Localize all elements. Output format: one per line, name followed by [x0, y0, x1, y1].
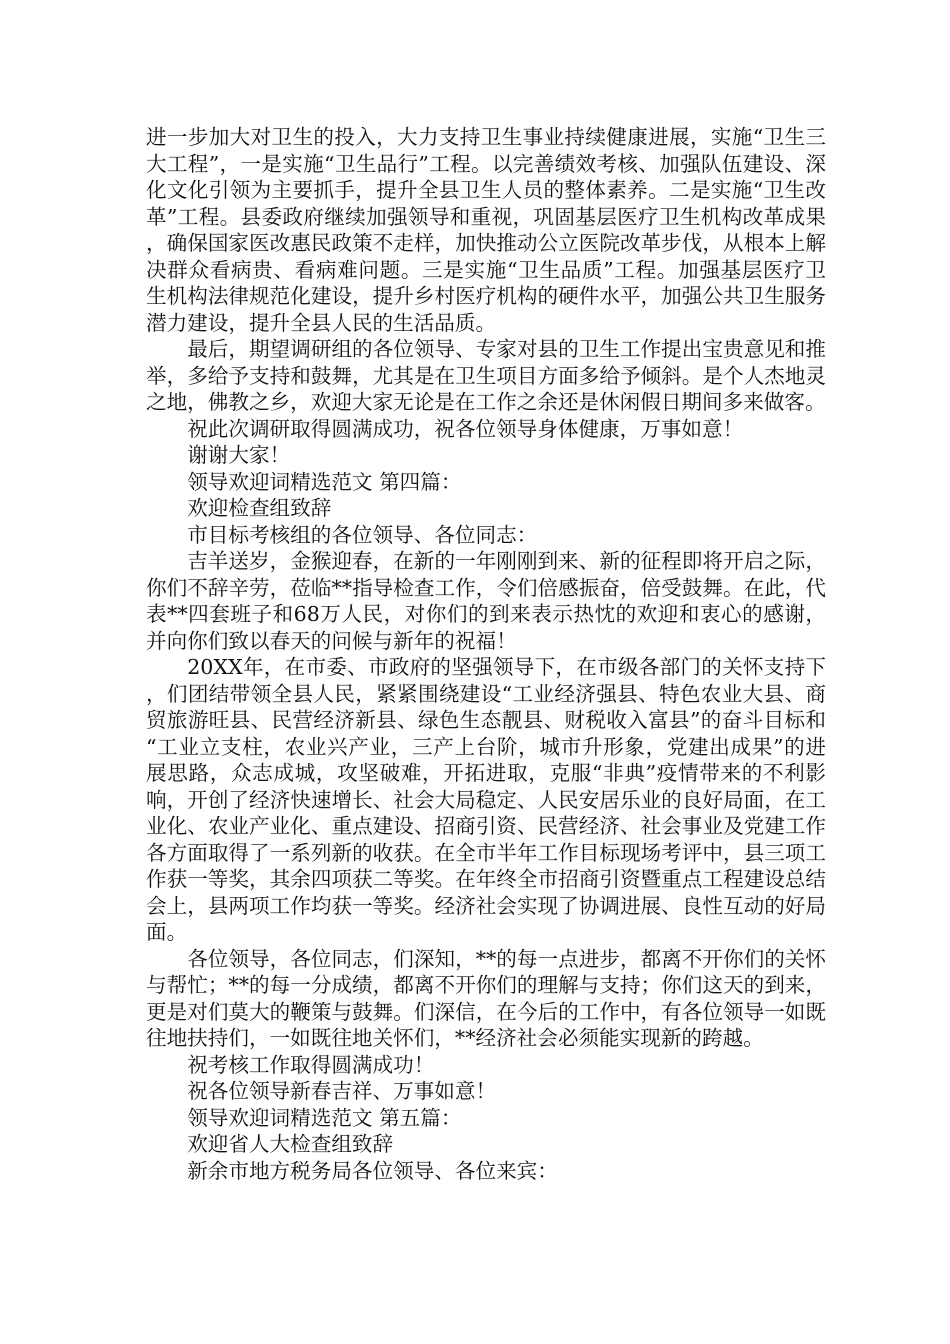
section-heading-5: 领导欢迎词精选范文 第五篇：	[187, 1105, 462, 1130]
salutation-4: 市目标考核组的各位领导、各位同志：	[187, 522, 538, 547]
paragraph-12: 祝各位领导新春吉祥、万事如意！	[187, 1079, 497, 1103]
document-page	[146, 124, 826, 1184]
paragraph-2: 最后，期望调研组的各位领导、专家对县的卫生工作提出宝贵意见和推举，多给予支持和鼓舞，尤其是在卫生项目方面多给予倾斜。是个人杰地灵之地，佛教之乡，欢迎大家无论是在工作之余还是休闲假日期间多来做客。	[146, 337, 826, 414]
speech-title-4: 欢迎检查组致辞	[187, 496, 332, 520]
paragraph-4: 谢谢大家！	[187, 443, 291, 467]
paragraph-9: 20XX年，在市委、市政府的坚强领导下，在市级各部门的关怀支持下，们团结带领全县人民，紧紧围绕建设“工业经济强县、特色农业大县、商贸旅游旺县、民营经济新县、绿色生态靓县、财税收入富县”的奋斗目标和“工业立支柱，农业兴产业，三产上台阶，城市升形象，党建出成果”的进展思路，众志成城，攻坚破难，开拓进取，克服“非典”疫情带来的不利影响，开创了经济快速增长、社会大局稳定、人民安居乐业的良好局面，在工业化、农业产业化、重点建设、招商引资、民营经济、社会事业及党建工作各方面取得了一系列新的收获。在全市半年工作目标现场考评中，县三项工作获一等奖，其余四项获二等奖。在年终全市招商引资暨重点工程建设总结会上，县两项工作均获一等奖。经济社会实现了协调进展、良性互动的好局面。	[146, 655, 826, 944]
paragraph-10: 各位领导，各位同志，们深知，**的每一点进步，都离不开你们的关怀与帮忙；**的每一分成绩，都离不开你们的理解与支持；你们这天的到来，更是对们莫大的鞭策与鼓舞。们深信，在今后的工作中，有各位领导一如既往地扶持们，一如既往地关怀们，**经济社会必须能实现新的跨越。	[146, 946, 826, 1050]
paragraph-3: 祝此次调研取得圆满成功，祝各位领导身体健康，万事如意！	[187, 416, 744, 441]
section-heading-4: 领导欢迎词精选范文 第四篇：	[187, 469, 462, 494]
paragraph-8: 吉羊送岁，金猴迎春，在新的一年刚刚到来、新的征程即将开启之际，你们不辞辛劳，莅临**指导检查工作，令们倍感振奋，倍受鼓舞。在此，代表**四套班子和68万人民，对你们的到来表示热忱的欢迎和衷心的感谢，并向你们致以春天的问候与新年的祝福！	[146, 549, 826, 653]
speech-title-5: 欢迎省人大检查组致辞	[187, 1132, 394, 1156]
salutation-5: 新余市地方税务局各位领导、各位来宾：	[187, 1158, 558, 1183]
paragraph-11: 祝考核工作取得圆满成功！	[187, 1052, 435, 1077]
paragraph-1: 进一步加大对卫生的投入，大力支持卫生事业持续健康进展，实施“卫生三大工程”，一是实施“卫生品行”工程。以完善绩效考核、加强队伍建设、深化文化引领为主要抓手，提升全县卫生人员的整体素养。二是实施“卫生改革”工程。县委政府继续加强领导和重视，巩固基层医疗卫生机构改革成果，确保国家医改惠民政策不走样，加快推动公立医院改革步伐，从根本上解决群众看病贵、看病难问题。三是实施“卫生品质”工程。加强基层医疗卫生机构法律规范化建设，提升乡村医疗机构的硬件水平，加强公共卫生服务潜力建设，提升全县人民的生活品质。	[146, 125, 826, 335]
